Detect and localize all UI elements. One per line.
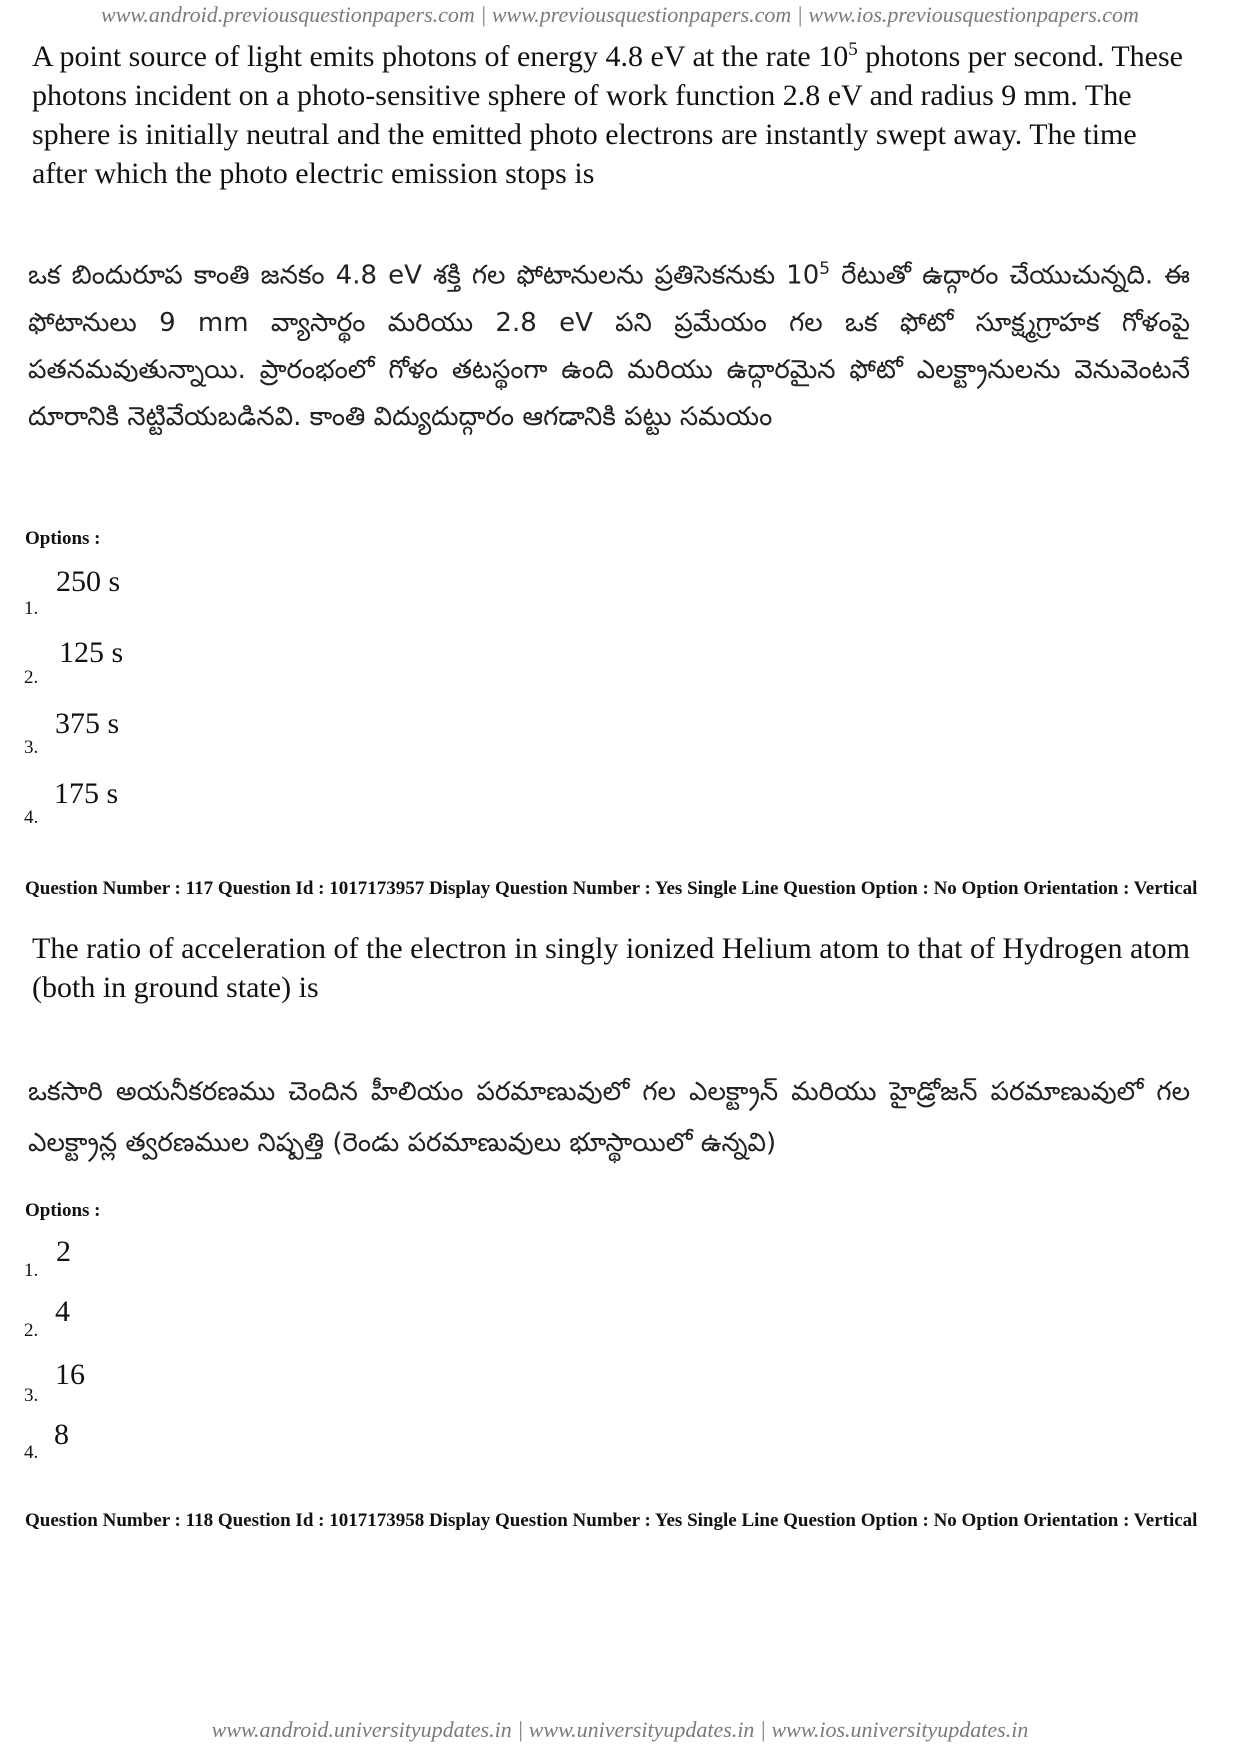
watermark-top: www.android.previousquestionpapers.com | www.previousquestionpapers.com | www.ios.previousquestionpapers.com <box>101 2 1139 27</box>
option-value: 250 s <box>56 565 121 598</box>
option-value: 2 <box>56 1235 71 1268</box>
question-117-stem-english: The ratio of acceleration of the electron in singly ionized Helium atom to that of Hydrogen atom (both in ground state) is <box>32 932 1190 1004</box>
question-116-stem-telugu <box>28 246 1190 441</box>
option-value: 375 s <box>55 707 120 740</box>
option-number: 1. <box>24 1260 39 1281</box>
option-number: 3. <box>24 737 39 758</box>
options-label: Options : <box>25 528 101 549</box>
option-value: 8 <box>54 1418 69 1451</box>
question-118-meta: Question Number : 118 Question Id : 1017173958 Display Question Number : Yes Single Line Question Option : No Option Orientation : Vertical <box>25 1510 1198 1531</box>
stem-text-part: రేటుతో ఉద్గారం చేయుచున్నది. ఈ ఫోటానులు 9 mm వ్యాసార్థం మరియు 2.8 eV పని ప్రమేయం గల ఒక ఫోటో సూక్ష్మగ్రాహక గోళంపై పతనమవుతున్నాయి. ప్రారంభంలో గోళం తటస్థంగా ఉంది మరియు ఉద్గారమైన ఫోటో ఎలక్ట్రానులను వెనువెంటనే దూరానికి నెట్టివేయబడినవి. కాంతి విద్యుదుద్గారం ఆగడానికి పట్టు సమయం <box>28 260 1190 432</box>
option-number: 1. <box>24 598 39 619</box>
option-number: 4. <box>24 807 39 828</box>
stem-text-part: ఒక బిందురూప కాంతి జనకం 4.8 eV శక్తి గల ఫోటానులను ప్రతిసెకనుకు 10 <box>28 260 820 291</box>
stem-text-part: photons per second. These photons incident on a photo-sensitive sphere of work function 2.8 eV and radius 9 mm. The sphere is initially neutral and the emitted photo electrons are instantly swept away. The time after which the photo electric emission stops is <box>32 40 1183 190</box>
option-number: 3. <box>24 1385 39 1406</box>
option-value: 4 <box>55 1295 70 1328</box>
exponent: 5 <box>848 39 858 60</box>
question-117-meta: Question Number : 117 Question Id : 1017173957 Display Question Number : Yes Single Line Question Option : No Option Orientation : Vertical <box>25 878 1198 899</box>
question-117-stem-telugu: ఒకసారి అయనీకరణము చెందిన హీలియం పరమాణువులో గల ఎలక్ట్రాన్ మరియు హైడ్రోజన్ పరమాణువులో గల ఎలక్ట్రాన్ల త్వరణముల నిష్పత్తి (రెండు పరమాణువులు భూస్థాయిలో ఉన్నవి) <box>28 1077 1190 1158</box>
exponent: 5 <box>819 259 831 279</box>
option-value: 125 s <box>59 636 124 669</box>
options-label: Options : <box>25 1200 101 1221</box>
option-value: 175 s <box>54 777 119 810</box>
option-number: 4. <box>24 1442 39 1463</box>
option-value: 16 <box>55 1358 85 1391</box>
option-number: 2. <box>24 667 39 688</box>
watermark-bottom: www.android.universityupdates.in | www.universityupdates.in | www.ios.universityupdates.in <box>211 1717 1029 1742</box>
option-number: 2. <box>24 1320 39 1341</box>
stem-text-part: A point source of light emits photons of energy 4.8 eV at the rate 10 <box>32 40 849 73</box>
question-116-stem-english <box>32 30 1192 193</box>
